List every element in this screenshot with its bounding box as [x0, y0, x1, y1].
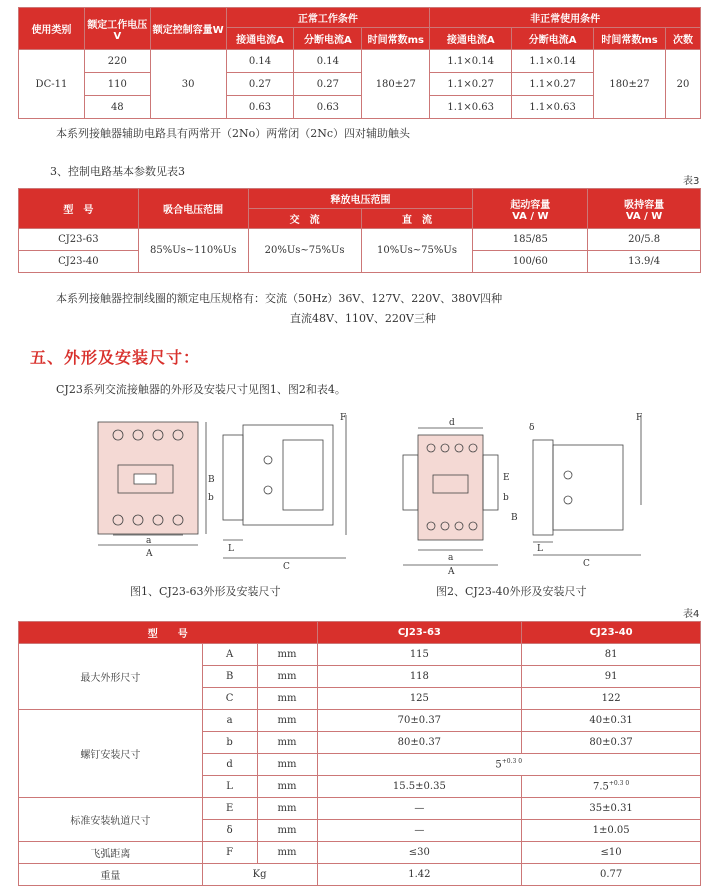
header-cj23-40: CJ23-40: [522, 622, 701, 644]
table-row: [19, 50, 701, 73]
fig2-label-B: B: [511, 513, 518, 523]
make-cell: 0.63: [226, 96, 294, 119]
fig1-label-A: A: [146, 549, 153, 559]
break2-cell: 1.1×0.63: [512, 96, 594, 119]
model-cell: CJ23-40: [19, 251, 139, 273]
header-start-cap: [473, 189, 588, 229]
fig2-label-d: d: [449, 418, 455, 428]
make2-cell: 1.1×0.27: [430, 73, 512, 96]
table-row: [19, 644, 701, 666]
sym-cell: E: [202, 798, 257, 820]
make2-cell: 1.1×0.14: [430, 50, 512, 73]
unit-cell: mm: [257, 710, 317, 732]
model-cell: CJ23-63: [19, 229, 139, 251]
table-1: [18, 7, 701, 119]
cj63-cell: —: [317, 820, 522, 842]
pickup-cell: 85%Us~110%Us: [138, 229, 248, 273]
fig2-label-F: F: [636, 413, 643, 423]
header-break-current: 分断电流A: [294, 28, 362, 50]
voltage-cell: 48: [84, 96, 150, 119]
cj63-cell: 70±0.37: [317, 710, 522, 732]
table-row: [19, 798, 701, 820]
header-normal: 正常工作条件: [226, 8, 430, 28]
table-4-label: 表4: [683, 609, 700, 620]
fig2-side-body: [553, 445, 623, 530]
table-3: [18, 188, 701, 273]
unit-cell: mm: [257, 732, 317, 754]
header-break-current-2: 分断电流A: [512, 28, 594, 50]
cj63-cell: 80±0.37: [317, 732, 522, 754]
figure-2-drawing: [393, 410, 658, 575]
cj40-cell: 40±0.31: [522, 710, 701, 732]
header-ac: 交 流: [248, 209, 361, 229]
cj40-cell: 122: [522, 688, 701, 710]
fig2-label-E: E: [503, 473, 510, 483]
header-time-const: 时间常数ms: [362, 28, 430, 50]
cj63-cell: 1.42: [317, 864, 522, 886]
capacity-cell: 30: [150, 50, 226, 119]
L-value: 7.5: [593, 781, 609, 793]
cj40-cell: ≤10: [522, 842, 701, 864]
header-release: 释放电压范围: [248, 189, 473, 209]
unit-cell: mm: [257, 666, 317, 688]
d-value: 5: [495, 759, 502, 771]
unit-cell: mm: [257, 798, 317, 820]
fig1-side-screw: [264, 486, 272, 494]
table-row: [19, 229, 701, 251]
header-model: 型 号: [19, 622, 318, 644]
sym-cell: Kg: [202, 864, 317, 886]
section-5-description: CJ23系列交流接触器的外形及安装尺寸见图1、图2和表4。: [56, 383, 346, 396]
break-cell: 0.14: [294, 50, 362, 73]
group-screw-dims: 螺钉安装尺寸: [19, 710, 203, 798]
header-dc: 直 流: [361, 209, 473, 229]
sym-cell: b: [202, 732, 257, 754]
fig1-label-B: B: [208, 475, 215, 485]
group-arc: 飞弧距离: [19, 842, 203, 864]
hold-cap-unit: VA / W: [625, 210, 663, 222]
unit-cell: mm: [257, 754, 317, 776]
cj63-cell: 125: [317, 688, 522, 710]
cj63-cell: ≤30: [317, 842, 522, 864]
cj40-cell: 81: [522, 644, 701, 666]
cj63-cell: 15.5±0.35: [317, 776, 522, 798]
category-cell: DC-11: [19, 50, 85, 119]
header-hold-cap: [588, 189, 701, 229]
break-cell: 0.27: [294, 73, 362, 96]
cj40-cell: 91: [522, 666, 701, 688]
fig2-label-delta: δ: [529, 423, 535, 433]
fig1-side-screw: [264, 456, 272, 464]
time-const-cell: 180±27: [362, 50, 430, 119]
fig2-label-A: A: [448, 567, 455, 575]
header-cycles: 次数: [665, 28, 700, 50]
sym-cell: B: [202, 666, 257, 688]
cj63-cell: 118: [317, 666, 522, 688]
unit-cell: mm: [257, 688, 317, 710]
start-cell: 185/85: [473, 229, 588, 251]
fig1-front-label: [134, 474, 156, 484]
sym-cell: A: [202, 644, 257, 666]
make-cell: 0.27: [226, 73, 294, 96]
fig1-label-C: C: [283, 562, 290, 572]
fig2-side-screw: [564, 496, 572, 504]
figure-1-drawing: [88, 410, 368, 575]
fig2-side-base: [533, 440, 553, 535]
hold-cap-label: 吸持容量: [624, 199, 665, 211]
dc-cell: 10%Us~75%Us: [361, 229, 473, 273]
note-aux-contacts: 本系列接触器辅助电路具有两常开（2No）两常闭（2Nc）四对辅助触头: [56, 127, 411, 140]
unit-cell: mm: [257, 842, 317, 864]
hold-cell: 20/5.8: [588, 229, 701, 251]
sym-cell: δ: [202, 820, 257, 842]
header-abnormal: 非正常使用条件: [430, 8, 701, 28]
header-pickup: 吸合电压范围: [138, 189, 248, 229]
time-const2-cell: 180±27: [594, 50, 666, 119]
hold-cell: 13.9/4: [588, 251, 701, 273]
fig1-label-F: F: [340, 413, 347, 423]
header-time-const-2: 时间常数ms: [594, 28, 666, 50]
L-tolerance: +0.3 0: [608, 780, 630, 788]
group-weight: 重量: [19, 864, 203, 886]
table-row: [19, 842, 701, 864]
fig1-label-a: a: [146, 536, 152, 546]
cj40-cell: [522, 776, 701, 798]
d-tolerance: +0.3 0: [501, 758, 523, 766]
figure-2-caption: 图2、CJ23-40外形及安装尺寸: [436, 585, 587, 598]
header-cj23-63: CJ23-63: [317, 622, 522, 644]
section-5-title: 五、外形及安装尺寸：: [30, 348, 201, 367]
unit-cell: mm: [257, 644, 317, 666]
fig2-rail-left: [403, 455, 418, 510]
cj40-cell: 1±0.05: [522, 820, 701, 842]
group-max-dims: 最大外形尺寸: [19, 644, 203, 710]
ac-cell: 20%Us~75%Us: [248, 229, 361, 273]
break-cell: 0.63: [294, 96, 362, 119]
sym-cell: d: [202, 754, 257, 776]
header-make-current-2: 接通电流A: [430, 28, 512, 50]
fig2-label-a: a: [448, 553, 454, 563]
sym-cell: L: [202, 776, 257, 798]
header-control-capacity: 额定控制容量W: [150, 8, 226, 50]
fig1-label-b: b: [208, 493, 214, 503]
fig1-side-coil: [283, 440, 323, 510]
break2-cell: 1.1×0.27: [512, 73, 594, 96]
fig2-rail-right: [483, 455, 498, 510]
break2-cell: 1.1×0.14: [512, 50, 594, 73]
table-row: [19, 710, 701, 732]
start-cap-label: 起动容量: [510, 199, 551, 211]
table-row: [19, 864, 701, 886]
make2-cell: 1.1×0.63: [430, 96, 512, 119]
make-cell: 0.14: [226, 50, 294, 73]
merged-d-cell: [317, 754, 701, 776]
unit-cell: mm: [257, 820, 317, 842]
sym-cell: a: [202, 710, 257, 732]
table-4: [18, 621, 701, 886]
fig1-label-L: L: [228, 544, 234, 554]
header-rated-voltage: 额定工作电压V: [84, 8, 150, 50]
fig1-side-base: [223, 435, 243, 520]
cycles-cell: 20: [665, 50, 700, 119]
note-coil-voltage-1: 本系列接触器控制线圈的额定电压规格有：交流（50Hz）36V、127V、220V、380V四种: [56, 292, 503, 305]
cj40-cell: 0.77: [522, 864, 701, 886]
figure-1-caption: 图1、CJ23-63外形及安装尺寸: [130, 585, 281, 598]
header-make-current: 接通电流A: [226, 28, 294, 50]
sym-cell: C: [202, 688, 257, 710]
cj63-cell: 115: [317, 644, 522, 666]
unit-cell: mm: [257, 776, 317, 798]
fig2-label-b: b: [503, 493, 509, 503]
cj40-cell: 80±0.37: [522, 732, 701, 754]
sym-cell: F: [202, 842, 257, 864]
start-cell: 100/60: [473, 251, 588, 273]
fig2-label-C: C: [583, 559, 590, 569]
voltage-cell: 110: [84, 73, 150, 96]
header-model: 型 号: [19, 189, 139, 229]
section-3-heading: 3、控制电路基本参数见表3: [50, 165, 185, 178]
cj63-cell: —: [317, 798, 522, 820]
header-category: 使用类别: [19, 8, 85, 50]
fig2-label-L: L: [537, 544, 543, 554]
group-rail-dims: 标准安装轨道尺寸: [19, 798, 203, 842]
note-coil-voltage-2: 直流48V、110V、220V三种: [290, 312, 436, 325]
fig2-side-screw: [564, 471, 572, 479]
start-cap-unit: VA / W: [512, 210, 549, 222]
voltage-cell: 220: [84, 50, 150, 73]
cj40-cell: 35±0.31: [522, 798, 701, 820]
table-3-label: 表3: [683, 176, 700, 187]
